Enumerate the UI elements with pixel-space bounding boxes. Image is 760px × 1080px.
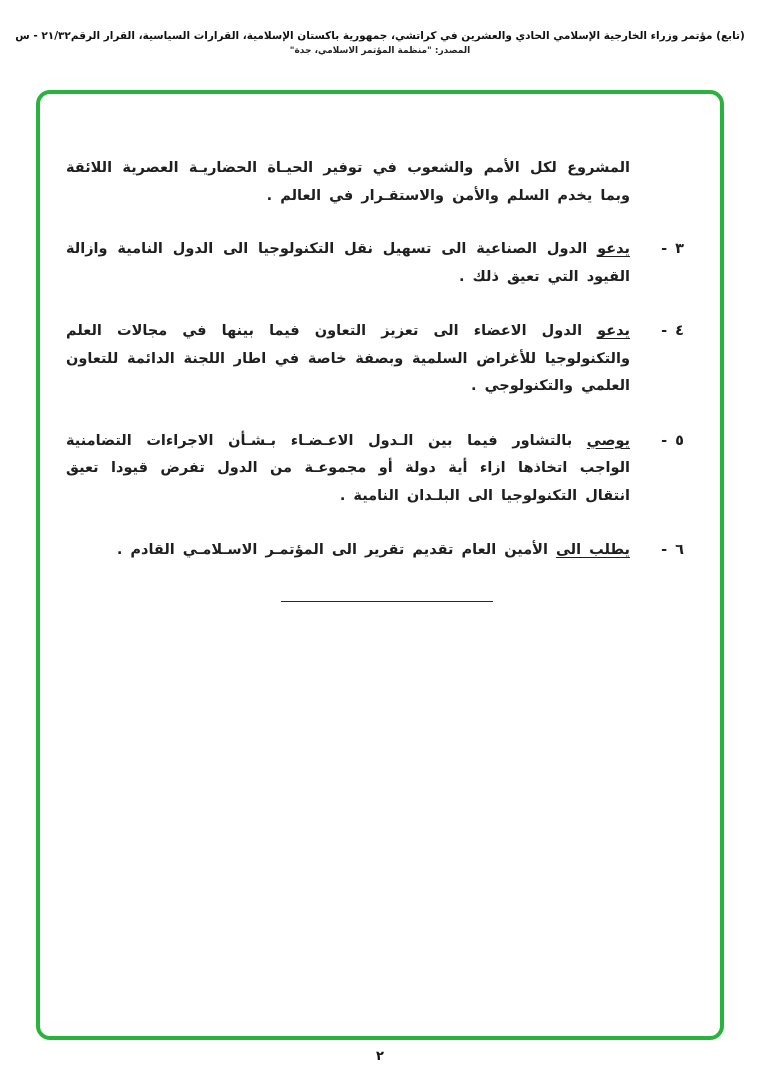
item-number: ٣ - — [661, 241, 684, 258]
resolution-item-5 — [66, 428, 684, 511]
item-body-text: بالتشاور فيما بين الـدول الاعـضـاء بـشـأن الاجراءات التضامنية الواجب اتخاذها ازاء أية دولة أو مجموعـة من الدول تفرض قيودا تعيق انتقال التكنولوجيا الى البلـدان النامية . — [66, 432, 630, 504]
item-body-text: الدول الاعضاء الى تعزيز التعاون فيما بينها في مجالات العلم والتكنولوجيا للأغراض السلمية وبصفة خاصة في اطار اللجنة الدائمة للتعاون العلمي والتكنولوجي . — [66, 323, 630, 395]
page-number: ٢ — [376, 1049, 384, 1064]
item-body-text: الأمين العام تقديم تقرير الى المؤتمـر الاسـلامـي القادم . — [116, 542, 557, 559]
resolution-item-3 — [66, 236, 684, 291]
header-title-line: (تابع) مؤتمر وزراء الخارجية الإسلامي الحادي والعشرين في كراتشي، جمهورية باكستان الإسلامية، القرارات السياسية، القرار الرقم٢١/٣٢ - س — [15, 30, 745, 42]
item-number: ٦ - — [661, 542, 684, 559]
item-lead-word: يدعو — [597, 241, 630, 258]
item-text — [66, 428, 630, 511]
header-source-line: المصدر: "منظمة المؤتمر الاسلامي، جدة" — [289, 46, 471, 56]
item-number: ٤ - — [661, 323, 684, 340]
section-divider — [281, 601, 493, 602]
item-text — [66, 236, 630, 291]
resolution-item-6 — [66, 537, 684, 565]
item-text — [66, 537, 630, 565]
intro-paragraph: المشروع لكل الأمم والشعوب في توفير الحيـاة الحضاريـة العصرية اللائقة وبما يخدم السلم والأمن والاستقـرار في العالم . — [66, 160, 630, 204]
item-lead-word: يوصي — [586, 432, 630, 449]
item-number: ٥ - — [661, 432, 684, 449]
document-body — [66, 155, 684, 602]
document-header — [8, 30, 752, 56]
item-lead-word: يدعو — [597, 323, 630, 340]
item-body-text: الدول الصناعية الى تسهيل نقل التكنولوجيا الى الدول النامية وازالة القيود التي تعيق ذلك . — [66, 241, 630, 285]
item-lead-word: يطلب الى — [556, 542, 630, 559]
resolution-item-4 — [66, 318, 684, 401]
item-text — [66, 318, 630, 401]
